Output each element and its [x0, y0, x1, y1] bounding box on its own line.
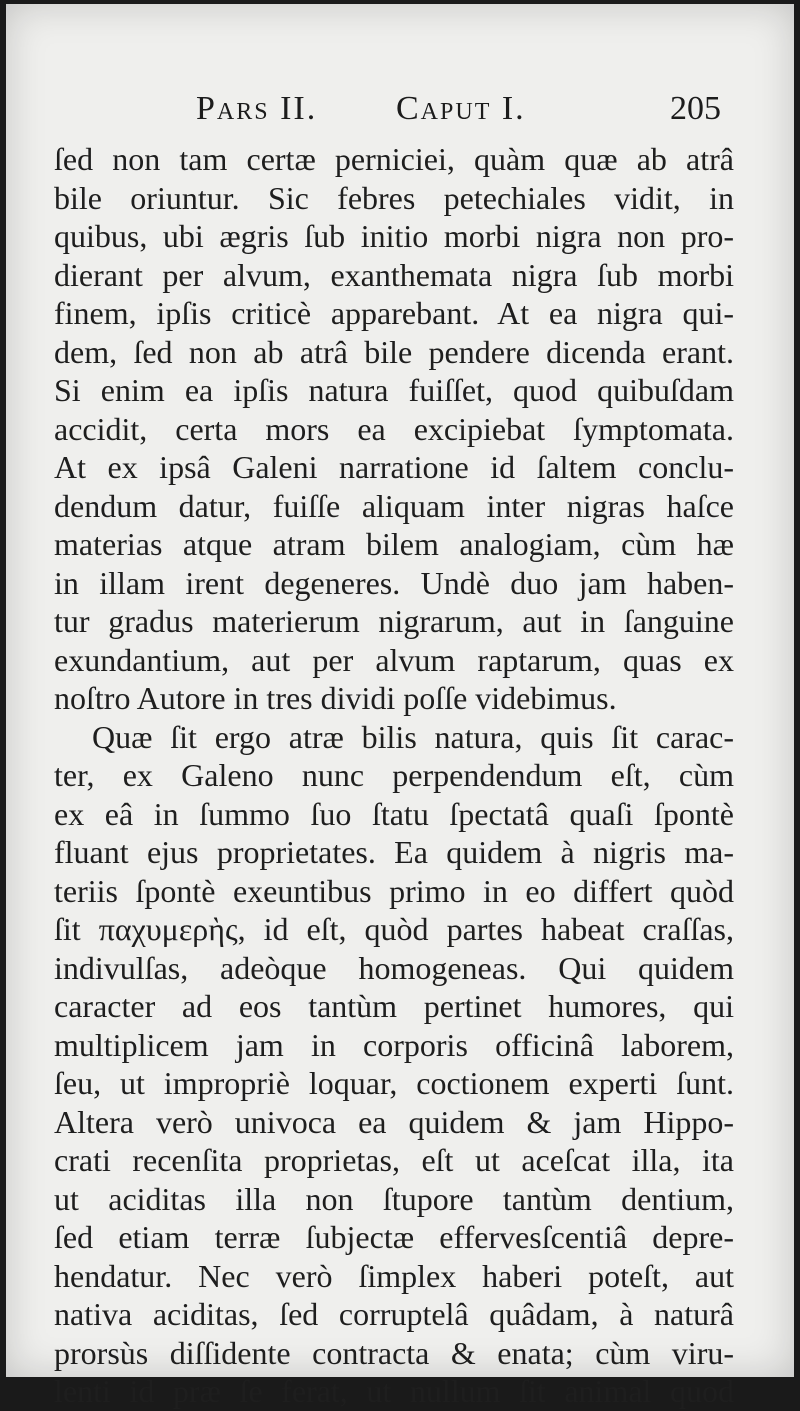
text-line: noſtro Autore in tres dividi poſſe videbimus. — [54, 680, 617, 716]
text-line: multiplicem jam in corporis officinâ laborem, — [54, 1026, 734, 1063]
text-line: Altera verò univoca ea quidem & jam Hippo- — [54, 1103, 734, 1140]
text-line: indivulſas, adeòque homogeneas. Qui quidem — [54, 949, 734, 986]
text-line: accidit, certa mors ea excipiebat ſymptomata. — [54, 410, 734, 447]
text-line: caracter ad eos tantùm pertinet humores, qui — [54, 988, 734, 1024]
text-line: dendum datur, fuiſſe aliquam inter nigras haſce — [54, 487, 734, 524]
text-line: fluant ejus proprietates. Ea quidem à nigris ma- — [54, 834, 734, 870]
text-line: ſed etiam terræ ſubjectæ effervesſcentiâ depre- — [54, 1219, 734, 1255]
text-line: prorsùs diſſidente contracta & enata; cùm viru- — [54, 1334, 734, 1371]
text-line: ut aciditas illa non ſtupore tantùm dentium, — [54, 1180, 734, 1217]
text-line: Si enim ea ipſis natura fuiſſet, quod quibuſdam — [54, 372, 734, 408]
text-line: dierant per alvum, exanthemata nigra ſub morbi — [54, 256, 734, 293]
text-line: hendatur. Nec verò ſimplex haberi poteſt, aut — [54, 1257, 734, 1294]
text-line: teriis ſpontè exeuntibus primo in eo differt quòd — [54, 872, 734, 909]
text-line: ter, ex Galeno nunc perpendendum eſt, cùm — [54, 757, 734, 793]
running-header — [196, 90, 721, 136]
text-line: exundantium, aut per alvum raptarum, quas ex — [54, 641, 734, 678]
body-text — [54, 140, 734, 1411]
text-line: materias atque atram bilem analogiam, cùm hæ — [54, 526, 734, 562]
text-line: tur gradus materierum nigrarum, aut in ſanguine — [54, 603, 734, 639]
text-line: in illam irent degeneres. Undè duo jam haben- — [54, 564, 734, 601]
text-line: lenti id præ ſe ferat, ut nullum ſit animal quod — [54, 1373, 734, 1409]
text-line: quibus, ubi ægris ſub initio morbi nigra non pro- — [54, 218, 734, 254]
text-line: bile oriuntur. Sic febres petechiales vidit, in — [54, 179, 734, 216]
text-line: ſed non tam certæ perniciei, quàm quæ ab atrâ — [54, 141, 734, 177]
text-line: ex eâ in ſummo ſuo ſtatu ſpectatâ quaſi ſpontè — [54, 795, 734, 832]
text-line: finem, ipſis criticè apparebant. At ea nigra qui- — [54, 295, 734, 331]
page-number: 205 — [670, 90, 721, 127]
text-line: At ex ipsâ Galeni narratione id ſaltem conclu- — [54, 449, 734, 485]
text-line: Quæ ſit ergo atræ bilis natura, quis ſit carac- — [92, 718, 734, 755]
text-line: crati recenſita proprietas, eſt ut aceſcat illa, ita — [54, 1142, 734, 1178]
text-line: dem, ſed non ab atrâ bile pendere dicenda erant. — [54, 333, 734, 370]
book-page — [6, 4, 794, 1409]
text-line: nativa aciditas, ſed corruptelâ quâdam, à naturâ — [54, 1296, 734, 1332]
text-line: ſit παχυμερὴς, id eſt, quòd partes habeat craſſas, — [54, 911, 734, 947]
text-line: ſeu, ut impropriè loquar, coctionem experti ſunt. — [54, 1065, 734, 1101]
chapter-label: Caput I. — [396, 90, 526, 127]
part-label: Pars II. — [196, 90, 318, 127]
